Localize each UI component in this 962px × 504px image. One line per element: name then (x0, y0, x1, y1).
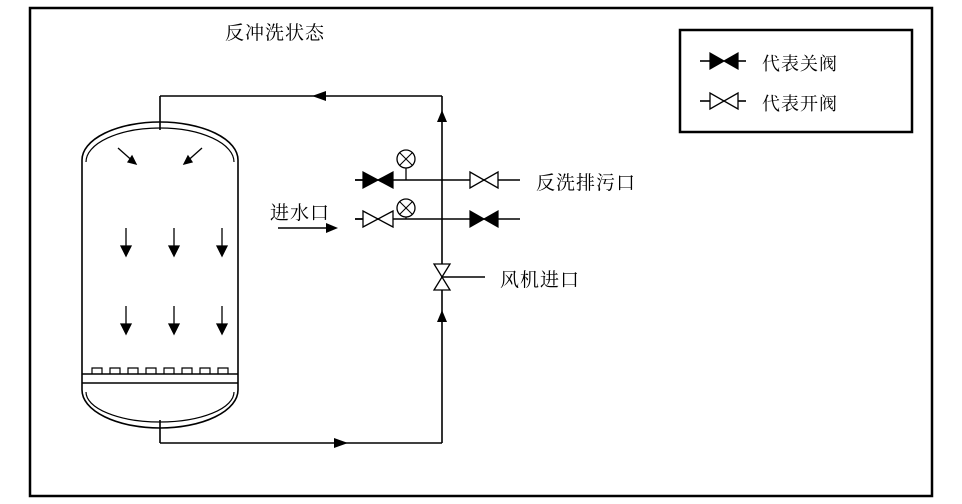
legend-open-valve-icon (700, 93, 746, 109)
diagram-border (30, 8, 932, 496)
valve-closed-upper-left[interactable] (355, 172, 393, 188)
legend-label-closed-valve: 代表关阀 (762, 54, 838, 75)
label-backwash-drain: 反洗排污口 (536, 172, 637, 194)
arrow-icon (437, 110, 447, 122)
internal-flow-arrows (118, 148, 227, 334)
arrow-icon (312, 91, 326, 101)
pipe-network (160, 96, 520, 443)
arrow-icon (437, 310, 447, 322)
legend-closed-valve-icon (700, 53, 746, 69)
legend-label-open-valve: 代表开阀 (762, 94, 838, 115)
underdrain-nozzles (92, 368, 228, 374)
flow-meter-upper (397, 150, 415, 180)
label-inlet: 进水口 (270, 202, 331, 224)
arrow-icon (334, 438, 348, 448)
pipe-flow-arrows (312, 91, 447, 448)
valve-closed-lower-right[interactable] (470, 211, 498, 227)
legend-box (680, 30, 912, 132)
flow-meter-lower (397, 199, 415, 219)
label-blower-inlet: 风机进口 (500, 269, 581, 291)
diagram-title: 反冲洗状态 (225, 22, 326, 44)
valve-open-lower-left[interactable] (355, 211, 393, 227)
valve-open-upper-right[interactable] (470, 172, 498, 188)
filter-vessel (82, 122, 238, 428)
